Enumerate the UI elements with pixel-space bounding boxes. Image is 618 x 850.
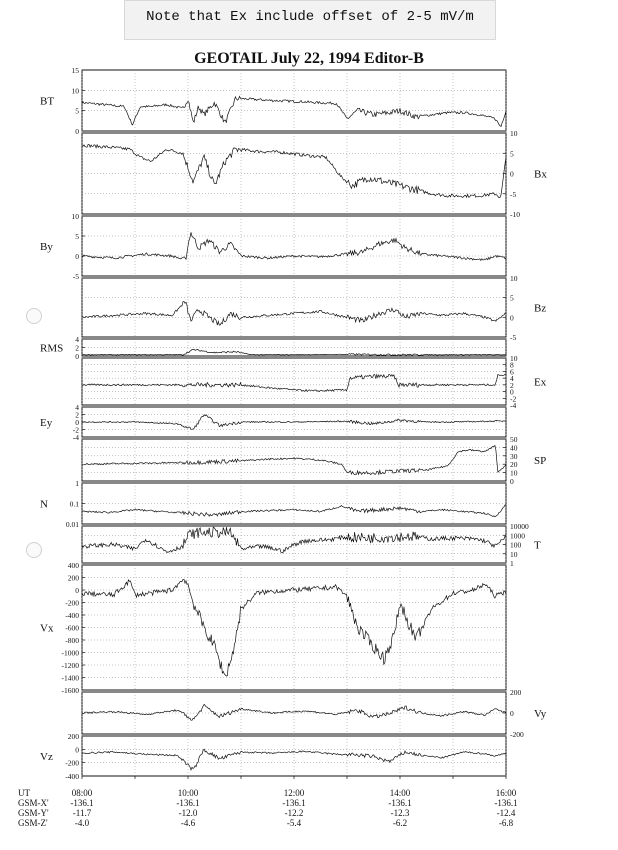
tick-label: 0 [75,252,79,261]
panel-label: By [40,241,53,253]
panel-label: Vy [534,708,547,720]
tick-label: 0 [510,709,514,718]
tick-label: 2 [75,410,79,420]
panel-label: Ey [40,417,53,429]
panel-label: SP [534,455,547,467]
tick-label: 8 [510,360,514,370]
tick-label: -200 [65,598,79,608]
tick-label: 0 [510,387,514,397]
footer-value: -11.7 [72,808,92,818]
footer-row-label: GSM-Z' [18,818,48,828]
tick-label: -4 [72,433,79,442]
tick-label: -1000 [61,648,79,658]
tick-label: -2 [72,425,79,435]
footer-value: -12.4 [496,808,516,818]
tick-label: -1200 [61,661,79,670]
tick-label: 30 [510,451,518,461]
tick-label: 10 [71,86,79,96]
panel-label: T [534,539,541,552]
tick-label: -600 [65,623,79,633]
tick-label: 20 [510,460,518,470]
footer-row-label: GSM-Y' [18,808,49,818]
tick-label: -2 [510,394,517,404]
tick-label: 4 [510,374,514,384]
tick-label: 40 [510,443,518,453]
tick-label: 2 [75,343,79,353]
tick-label: -10 [510,210,520,219]
tick-label: 4 [75,335,79,344]
tick-label: -200 [510,730,524,739]
tick-label: 1 [75,479,79,488]
tick-label: 50 [510,435,518,444]
tick-label: 0 [75,418,79,427]
footer-value: -6.8 [498,818,514,828]
panel-label: N [40,498,48,511]
tick-label: 10 [510,129,518,138]
footer-value: -6.2 [392,818,408,828]
tick-label: 200 [67,732,79,741]
footer-value: -4.6 [180,818,196,828]
tick-label: -1600 [61,686,79,695]
tick-label: 0.1 [69,499,79,509]
panel-label: RMS [40,342,64,355]
tick-label: 0 [75,127,79,136]
tick-label: 0 [510,169,514,179]
footer-value: 08:00 [71,788,93,798]
tick-label: -800 [65,636,79,645]
tick-label: 10000 [510,522,529,531]
tick-label: 10 [510,468,518,478]
tick-label: 0 [75,745,79,755]
tick-label: 6 [510,367,514,377]
series-line [82,349,506,355]
tick-label: 5 [510,293,514,303]
footer-value: -136.1 [176,798,200,808]
footer-value: 10:00 [177,788,199,798]
tick-label: 10 [510,274,518,283]
footer-row-label: GSM-X' [18,798,49,808]
tick-label: -5 [510,189,517,199]
tick-label: 0 [75,586,79,595]
tick-label: 200 [510,688,522,697]
footer-value: 12:00 [283,788,305,798]
tick-label: -400 [65,772,79,781]
tick-label: -5 [510,333,517,342]
tick-label: -1400 [61,673,79,683]
tick-label: 1 [510,559,514,568]
tick-label: 15 [71,66,79,75]
footer-row-label: UT [18,788,30,798]
tick-label: 100 [510,540,522,550]
tick-label: 5 [510,149,514,159]
footer-value: 16:00 [495,788,517,798]
series-line [82,704,506,720]
panel-label: Bz [534,302,547,315]
footer-value: 14:00 [389,788,411,798]
series-line [82,527,506,553]
panel-label: Vz [40,751,53,763]
tick-label: 5 [75,106,79,116]
chart-title: GEOTAIL July 22, 1994 Editor-B [194,50,424,67]
footer-value: -136.1 [494,798,518,808]
tick-label: 200 [67,573,79,583]
tick-label: 1000 [510,531,525,541]
tick-label: 4 [75,403,79,412]
tick-label: 10 [71,212,79,221]
tick-label: -4 [510,401,517,410]
tick-label: -200 [65,758,79,768]
footer-value: -136.1 [388,798,412,808]
tick-label: 10 [510,354,518,363]
panel-frame [82,278,506,337]
annotation-note: Note that Ex include offset of 2-5 mV/m [146,9,474,25]
tick-label: -5 [72,272,79,281]
tick-label: 400 [67,561,79,570]
tick-label: 0.01 [65,520,79,529]
footer-value: -136.1 [282,798,306,808]
tick-label: 0 [75,352,79,361]
footer-value: -12.0 [178,808,198,818]
footer-value: -12.2 [284,808,304,818]
panel-label: Bx [534,168,547,181]
tick-label: -400 [65,611,79,620]
tick-label: 10 [510,549,518,559]
footer-value: -12.3 [390,808,410,818]
footer-value: -4.0 [74,818,90,828]
tick-label: 2 [510,380,514,390]
footer-value: -136.1 [70,798,94,808]
panel-label: Vx [40,622,54,635]
tick-label: 0 [510,477,514,486]
footer-value: -5.4 [286,818,302,828]
tick-label: 0 [510,313,514,323]
tick-label: 5 [75,232,79,241]
series-line [82,145,506,198]
panel-label: BT [40,95,55,108]
panel-label: Ex [534,376,547,389]
